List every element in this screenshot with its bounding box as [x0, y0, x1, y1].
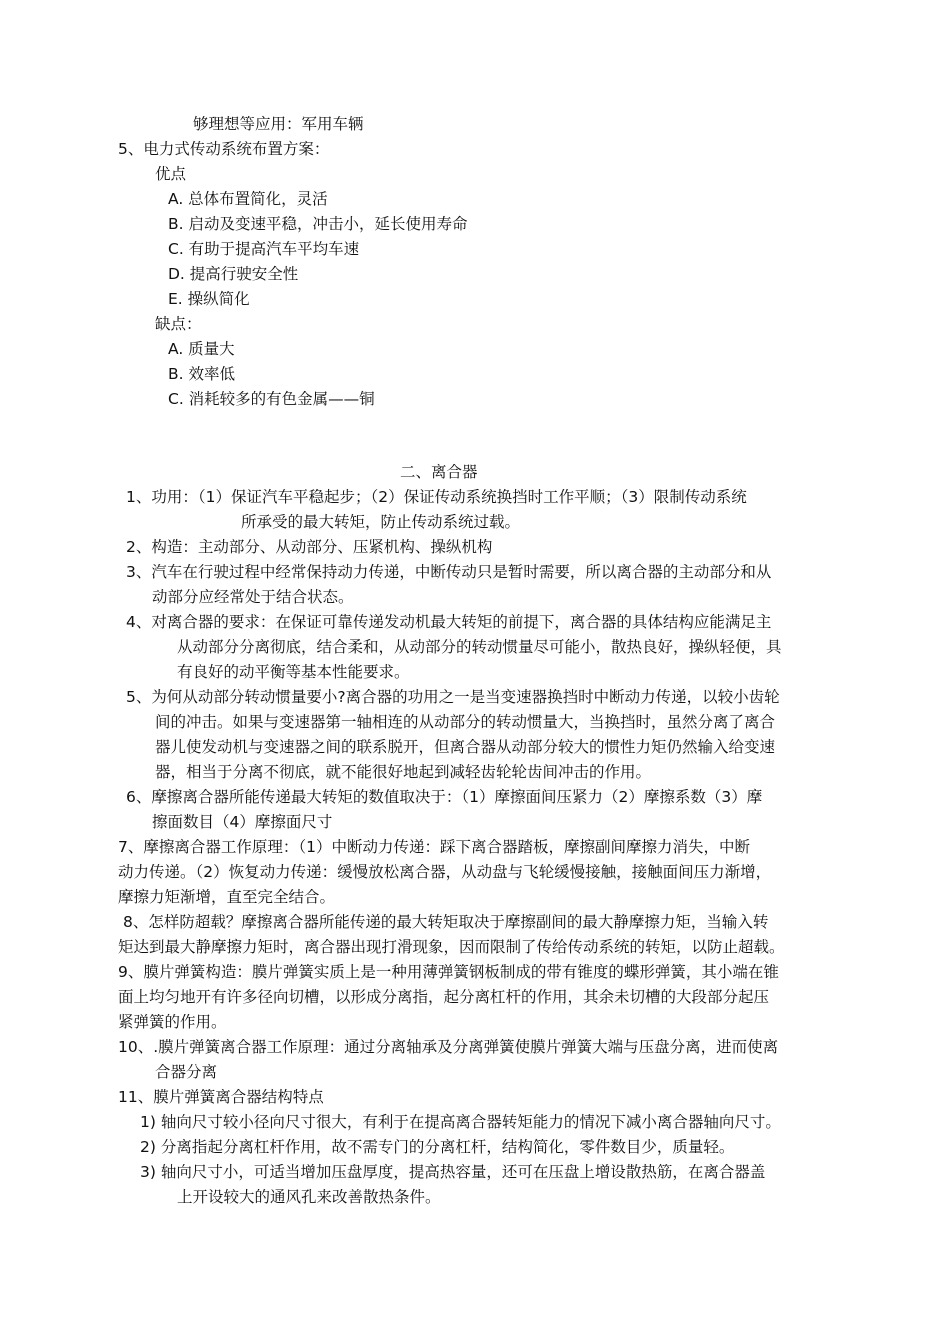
paragraph-line: 间的冲击。如果与变速器第一轴相连的从动部分的转动惯量大，当换挡时，虽然分离了离合 — [155, 713, 776, 731]
paragraph-line: 动力传递。（2）恢复动力传递：缓慢放松离合器，从动盘与飞轮缓慢接触，接触面间压力渐增， — [118, 863, 772, 881]
paragraph-line: 5、为何从动部分转动惯量要小?离合器的功用之一是当变速器换挡时中断动力传递，以较小齿轮 — [126, 688, 780, 706]
paragraph-line: 10、.膜片弹簧离合器工作原理：通过分离轴承及分离弹簧使膜片弹簧大端与压盘分离，进而使离 — [118, 1038, 779, 1056]
paragraph-line: 8、怎样防超载？摩擦离合器所能传递的最大转矩取决于摩擦副间的最大静摩擦力矩，当输入转 — [123, 913, 769, 931]
paragraph-line: 动部分应经常处于结合状态。 — [152, 588, 354, 606]
list-item: E. 操纵简化 — [168, 290, 250, 308]
paragraph-line: 紧弹簧的作用。 — [118, 1013, 227, 1031]
paragraph-line: 器儿使发动机与变速器之间的联系脱开，但离合器从动部分较大的惯性力矩仍然输入给变速 — [155, 738, 776, 756]
list-item: B. 效率低 — [168, 365, 235, 383]
paragraph-line: 3、汽车在行驶过程中经常保持动力传递，中断传动只是暂时需要，所以离合器的主动部分和从 — [126, 563, 772, 581]
list-item: A. 质量大 — [168, 340, 235, 358]
subheading-advantages: 优点 — [155, 165, 187, 183]
list-item: B. 启动及变速平稳，冲击小，延长使用寿命 — [168, 215, 468, 233]
paragraph-line: 9、膜片弹簧构造：膜片弹簧实质上是一种用薄弹簧钢板制成的带有锥度的蝶形弹簧，其小端在锥 — [118, 963, 779, 981]
paragraph-line: 摩擦力矩渐增，直至完全结合。 — [118, 888, 336, 906]
paragraph-line: 11、膜片弹簧离合器结构特点 — [118, 1088, 324, 1106]
paragraph-line: 擦面数目（4）摩擦面尺寸 — [152, 813, 333, 831]
paragraph-line: 2、构造：主动部分、从动部分、压紧机构、操纵机构 — [126, 538, 493, 556]
list-item: C. 消耗较多的有色金属——铜 — [168, 390, 375, 408]
list-item: D. 提高行驶安全性 — [168, 265, 299, 283]
list-item: A. 总体布置简化，灵活 — [168, 190, 328, 208]
paragraph-line: 7、摩擦离合器工作原理：（1）中断动力传递：踩下离合器踏板，摩擦副间摩擦力消失，中断 — [118, 838, 750, 856]
section-title: 二、离合器 — [400, 463, 478, 481]
list-item: 上开设较大的通风孔来改善散热条件。 — [177, 1188, 441, 1206]
paragraph-line: 从动部分分离彻底，结合柔和，从动部分的转动惯量尽可能小，散热良好，操纵轻便，具 — [177, 638, 782, 656]
list-item: 1) 轴向尺寸较小径向尺寸很大，有利于在提高离合器转矩能力的情况下减小离合器轴向尺寸。 — [140, 1113, 781, 1131]
list-item: 2) 分离指起分离杠杆作用，故不需专门的分离杠杆，结构简化，零件数目少，质量轻。 — [140, 1138, 735, 1156]
paragraph-line: 6、摩擦离合器所能传递最大转矩的数值取决于：（1）摩擦面间压紧力（2）摩擦系数（3）摩 — [126, 788, 763, 806]
paragraph-line: 面上均匀地开有许多径向切槽，以形成分离指，起分离杠杆的作用，其余未切槽的大段部分起压 — [118, 988, 770, 1006]
list-item: C. 有助于提高汽车平均车速 — [168, 240, 360, 258]
paragraph-line: 1、功用：（1）保证汽车平稳起步；（2）保证传动系统换挡时工作平顺；（3）限制传动系统 — [126, 488, 747, 506]
paragraph-line: 器，相当于分离不彻底，就不能很好地起到减轻齿轮轮齿间冲击的作用。 — [155, 763, 652, 781]
paragraph-line: 矩达到最大静摩擦力矩时，离合器出现打滑现象，因而限制了传给传动系统的转矩，以防止超载。 — [118, 938, 785, 956]
list-item: 3) 轴向尺寸小，可适当增加压盘厚度，提高热容量，还可在压盘上增设散热筋，在离合器盖 — [140, 1163, 766, 1181]
section-item-5: 5、电力式传动系统布置方案： — [118, 140, 330, 158]
paragraph-line: 4、对离合器的要求：在保证可靠传递发动机最大转矩的前提下，离合器的具体结构应能满足主 — [126, 613, 772, 631]
paragraph-line: 合器分离 — [155, 1063, 218, 1081]
paragraph-line: 所承受的最大转矩，防止传动系统过载。 — [241, 513, 521, 531]
subheading-disadvantages: 缺点： — [155, 315, 202, 333]
paragraph-line: 有良好的动平衡等基本性能要求。 — [177, 663, 410, 681]
text-line: 够理想等应用：军用车辆 — [193, 115, 364, 133]
